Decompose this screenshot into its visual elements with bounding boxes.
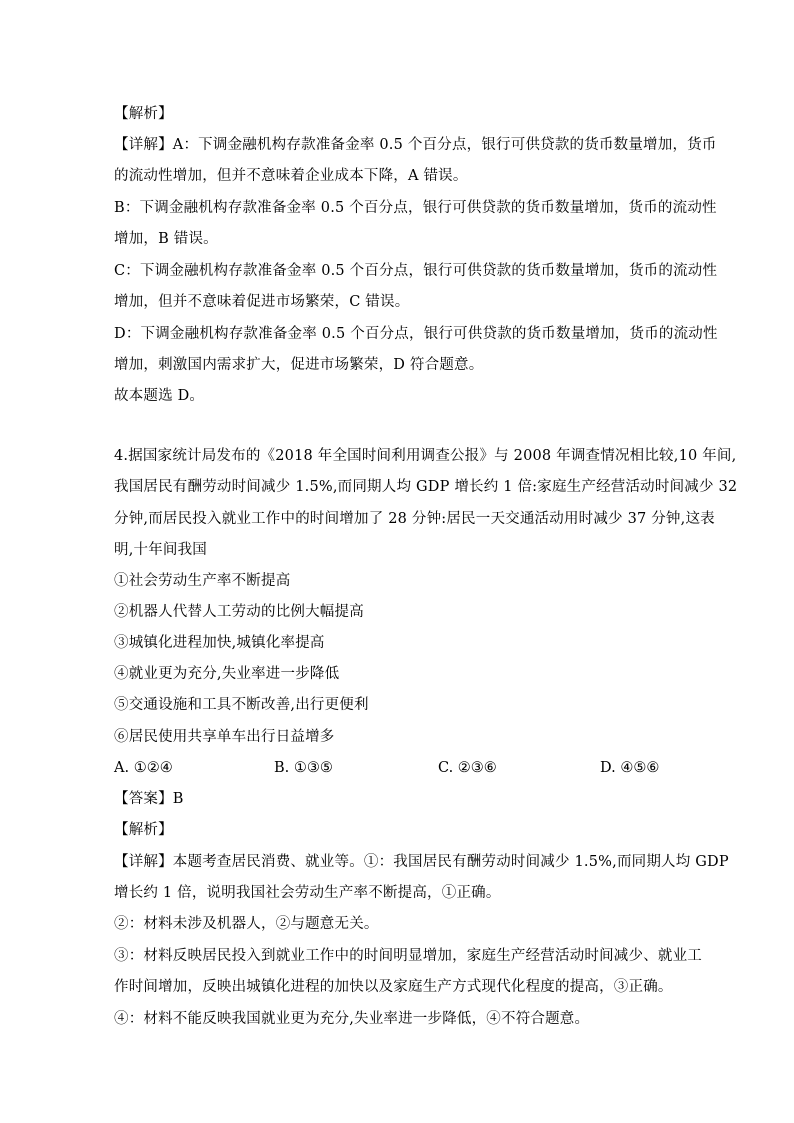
answer-options bbox=[114, 758, 694, 778]
analysis-line: ④：材料不能反映我国就业更为充分,失业率进一步降低，④不符合题意。 bbox=[114, 1011, 590, 1027]
analysis-line: 【详解】本题考查居民消费、就业等。①：我国居民有酬劳动时间减少 1.5%,而同期人均 GDP bbox=[114, 854, 729, 870]
question-stem-line: 我国居民有酬劳动时间减少 1.5%,而同期人均 GDP 增长约 1 倍:家庭生产经营活动时间减少 32 bbox=[114, 479, 738, 495]
analysis-line: C：下调金融机构存款准备金率 0.5 个百分点，银行可供贷款的货币数量增加，货币的流动性 bbox=[114, 263, 718, 279]
statement-4: ④就业更为充分,失业率进一步降低 bbox=[114, 666, 340, 682]
option-a: A. ①②④ bbox=[114, 760, 173, 776]
statement-1: ①社会劳动生产率不断提高 bbox=[114, 573, 291, 589]
statement-3: ③城镇化进程加快,城镇化率提高 bbox=[114, 635, 325, 651]
analysis-line: 增加，刺激国内需求扩大，促进市场繁荣，D 符合题意。 bbox=[114, 357, 484, 373]
question-stem-line: 明,十年间我国 bbox=[114, 542, 208, 558]
conclusion-line: 故本题选 D。 bbox=[114, 388, 205, 404]
option-b: B. ①③⑤ bbox=[274, 760, 333, 776]
option-c: C. ②③⑥ bbox=[438, 760, 497, 776]
analysis-line: 作时间增加，反映出城镇化进程的加快以及家庭生产方式现代化程度的提高，③正确。 bbox=[114, 979, 673, 995]
question-stem-line: 4.据国家统计局发布的《2018 年全国时间利用调查公报》与 2008 年调查情况相比较,10 年间, bbox=[114, 448, 737, 464]
analysis-line: 增加，B 错误。 bbox=[114, 231, 218, 247]
question-stem-line: 分钟,而居民投入就业工作中的时间增加了 28 分钟:居民一天交通活动用时减少 37 分钟,这表 bbox=[114, 511, 715, 527]
analysis-heading: 【解析】 bbox=[114, 106, 173, 122]
analysis-line: 增长约 1 倍，说明我国社会劳动生产率不断提高，①正确。 bbox=[114, 885, 501, 901]
statement-6: ⑥居民使用共享单车出行日益增多 bbox=[114, 729, 335, 745]
statement-5: ⑤交通设施和工具不断改善,出行更便利 bbox=[114, 697, 369, 713]
analysis-line: 增加，但并不意味着促进市场繁荣，C 错误。 bbox=[114, 294, 410, 310]
statement-2: ②机器人代替人工劳动的比例大幅提高 bbox=[114, 604, 364, 620]
analysis-line: 【详解】A：下调金融机构存款准备金率 0.5 个百分点，银行可供贷款的货币数量增加，货币 bbox=[114, 137, 717, 153]
analysis-line: ③：材料反映居民投入到就业工作中的时间明显增加，家庭生产经营活动时间减少、就业工 bbox=[114, 948, 702, 964]
option-d: D. ④⑤⑥ bbox=[600, 760, 660, 776]
answer-line: 【答案】B bbox=[114, 791, 184, 807]
analysis-line: 的流动性增加，但并不意味着企业成本下降，A 错误。 bbox=[114, 168, 468, 184]
analysis-heading: 【解析】 bbox=[114, 822, 173, 838]
analysis-line: ②：材料未涉及机器人，②与题意无关。 bbox=[114, 916, 379, 932]
analysis-line: D：下调金融机构存款准备金率 0.5 个百分点，银行可供贷款的货币数量增加，货币的流动性 bbox=[114, 326, 718, 342]
analysis-line: B：下调金融机构存款准备金率 0.5 个百分点，银行可供贷款的货币数量增加，货币的流动性 bbox=[114, 200, 717, 216]
